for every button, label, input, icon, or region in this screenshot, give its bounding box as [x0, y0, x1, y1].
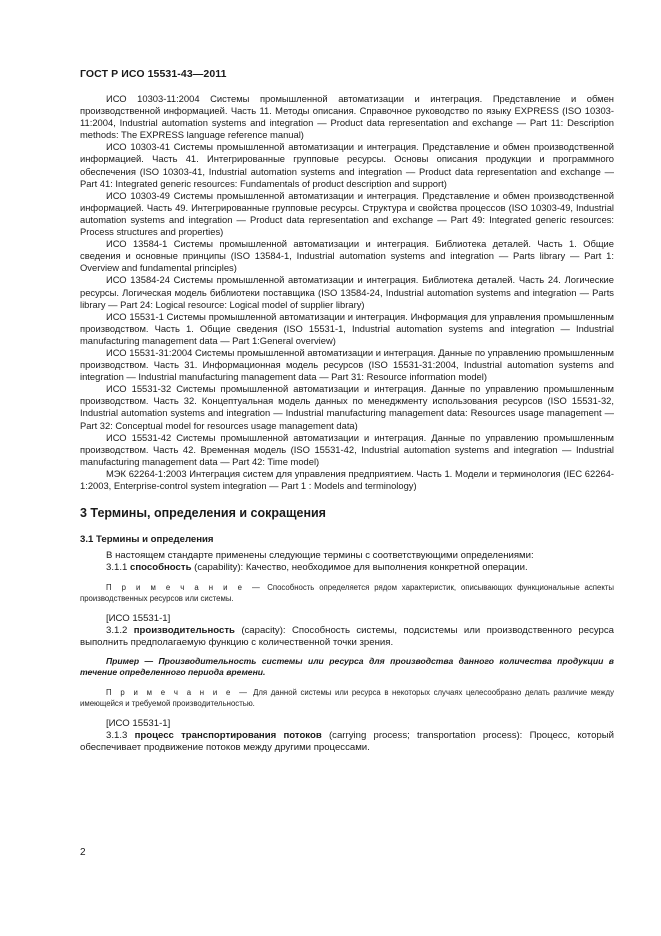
note-2 [80, 687, 614, 710]
term-number: 3.1.1 [106, 562, 128, 574]
reference-item: ИСО 15531-31:2004 Системы промышленной автоматизации и интеграция. Данные по управлению промышленным производством. Часть 31. Информационная модель ресурсов (ISO 15531-31:2004, Industrial automation systems and integration — Industrial manufacturing management data — Part 31: Resource information model) [80, 346, 614, 383]
term-number: 3.1.3 [106, 729, 128, 741]
term-definition: (carrying process; transportation process): Процесс, который обеспечивает продвижение потоков между другими процессами. [80, 729, 614, 754]
reference-item: ИСО 15531-32 Системы промышленной автоматизации и интеграция. Данные по управлению промышленным производством. Часть 32. Концептуальная модель данных по менеджменту использования ресурсов (ISO 15531-32, Industrial automation systems and integration — Industrial manufacturing management data: Resources usage management — Part 32: Conceptual model for resources usage management data) [80, 383, 614, 431]
term-3-1-1 [80, 562, 614, 574]
reference-item: ИСО 15531-42 Системы промышленной автоматизации и интеграция. Данные по управлению промышленным производством. Часть 42. Временная модель (ISO 15531-42, Industrial automation systems and integration — Industrial manufacturing management data — Part 42: Time model) [80, 431, 614, 467]
note-text: Для данной системы или ресурса в некоторых случаях целесообразно делать различие между имеющейся и требуемой производительностью. [80, 687, 614, 709]
term-name: способность [130, 562, 192, 574]
reference-item: ИСО 10303-11:2004 Системы промышленной автоматизации и интеграция. Представление и обмен производственной информацией. Часть 11. Методы описания. Справочное руководство по языку EXPRESS (ISO 10303-11:2004, Industrial automation systems and integration — Product data representation and exchange — Part 11: Description methods: The EXPRESS language reference manual) [80, 93, 614, 141]
reference-item: ИСО 13584-1 Системы промышленной автоматизации и интеграция. Библиотека деталей. Часть 1. Общие сведения и основные принципы (ISO 13584-1, Industrial automation systems and integration — Parts library — Part 1: Overview and fundamental principles) [80, 238, 614, 274]
note-label: П р и м е ч а н и е — [106, 687, 250, 697]
page-content [80, 93, 614, 754]
term-number: 3.1.2 [106, 624, 128, 636]
term-definition: (capability): Качество, необходимое для выполнения конкретной операции. [191, 562, 528, 574]
reference-item: ИСО 10303-41 Системы промышленной автоматизации и интеграция. Представление и обмен производственной информацией. Часть 41. Интегрированные групповые ресурсы. Основы описания продукции и программного обеспечения (ISO 10303-41, Industrial automation systems and integration — Product data representation and exchange — Part 41: Integrated generic resources: Fundamentals of product description and support) [80, 141, 614, 189]
note-1 [80, 582, 614, 605]
term-3-1-2 [80, 625, 614, 649]
section-3-1-intro: В настоящем стандарте применены следующие термины с соответствующими определениями: [106, 550, 534, 562]
section-3-title: 3 Термины, определения и сокращения [80, 506, 326, 521]
example-1: Пример — Производительность системы или ресурса для производства данного количества продукции в течение определенного периода времени. [80, 655, 614, 678]
term-3-1-3 [80, 730, 614, 754]
source-reference-2: [ИСО 15531-1] [106, 717, 171, 729]
normative-references-list [80, 93, 614, 492]
reference-item: МЭК 62264-1:2003 Интеграция систем для управления предприятием. Часть 1. Модели и терминология (IEC 62264-1:2003, Enterprise-control system integration — Part 1 : Models and terminology) [80, 467, 614, 491]
document-header: ГОСТ Р ИСО 15531-43—2011 [80, 68, 227, 80]
reference-item: ИСО 13584-24 Системы промышленной автоматизации и интеграция. Библиотека деталей. Часть 24. Логические ресурсы. Логическая модель библиотеки поставщика (ISO 13584-24, Industrial automation systems and integration — Parts library — Part 24: Logical resource: Logical model of supplier library) [80, 274, 614, 310]
note-text: Способность определяется рядом характеристик, описывающих функциональные аспекты производственных ресурсов или системы. [80, 582, 614, 603]
term-definition: (capacity): Способность системы, подсистемы или производственного ресурса выполнить предполагаемую функцию с количественной точки зрения. [80, 624, 614, 648]
note-label: П р и м е ч а н и е — [106, 582, 263, 592]
term-name: процесс транспортирования потоков [134, 729, 322, 741]
page-number: 2 [80, 847, 86, 858]
term-name: производительность [133, 624, 235, 636]
reference-item: ИСО 10303-49 Системы промышленной автоматизации и интеграция. Представление и обмен производственной информацией. Часть 49. Интегрированные групповые ресурсы. Структура и свойства процессов (ISO 10303-49, Industrial automation systems and integration — Product data representation and exchange — Part 49: Integrated generic resources: Process structures and properties) [80, 189, 614, 238]
source-reference-1: [ИСО 15531-1] [106, 612, 171, 624]
section-3-1-title: 3.1 Термины и определения [80, 534, 214, 546]
reference-item: ИСО 15531-1 Системы промышленной автоматизации и интеграция. Информация для управления промышленным производством. Часть 1. Общие сведения (ISO 15531-1, Industrial automation systems and integration — Industrial manufacturing management data — Part 1:General overview) [80, 310, 614, 346]
